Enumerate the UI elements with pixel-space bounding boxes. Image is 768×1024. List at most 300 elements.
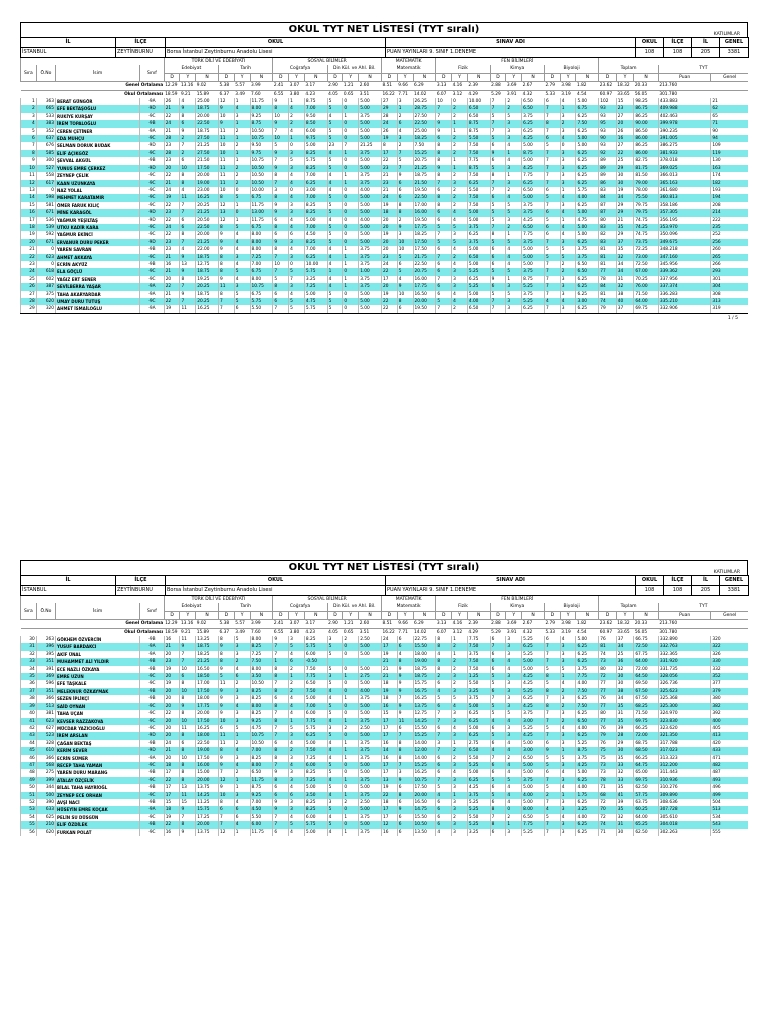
cell-value: 358.186 [658,202,711,209]
cell-value: 9 [219,231,235,238]
cell-value: 20 [164,651,180,658]
table-row [21,239,749,246]
average-value [711,620,748,628]
cell-value: 9.50 [304,113,327,120]
cell-value: 0 [343,688,359,695]
cell-value: 5 [234,291,250,298]
cell-ono: 366 [36,755,55,762]
cell-class: -9C [140,231,165,238]
average-value: 4.16 [452,82,468,90]
cell-value: 7 [544,172,560,179]
cell-class: -9B [140,769,165,776]
cell-value: 3.75 [576,254,599,261]
cell-value: 4 [397,276,413,283]
cell-value: 11 [180,305,196,312]
average-value: 3.91 [506,90,522,98]
page-title: OKUL TYT NET LİSTESİ (TYT sıralı) [20,560,748,575]
cell-value: 5.00 [359,806,382,813]
cell-value: 38 [616,688,634,695]
cell-value: 3 [560,806,576,813]
cell-value: 79.75 [634,202,659,209]
cell-value: 9 [219,755,235,762]
cell-value: 3 [289,209,305,216]
cell-value: 34 [616,261,634,268]
cell-ono: 539 [36,224,55,231]
dyn-header: D [327,611,343,619]
cell-value: 8 [436,157,452,164]
cell-value: 3.00 [304,187,327,194]
cell-value: 8 [180,276,196,283]
table-row [21,305,749,312]
cell-value: 339.362 [658,268,711,275]
cell-value: 382 [711,703,748,710]
cell-value: 1 [234,157,250,164]
cell-sira: 9 [21,157,37,164]
cell-value: 35 [616,784,634,791]
average-row [21,628,749,636]
average-value: 13.16 [180,620,196,628]
cell-value: 6.00 [304,814,327,821]
cell-value: 5 [490,239,506,246]
cell-value: 25.00 [413,128,436,135]
cell-value: 7.50 [467,194,490,201]
cell-value: 64.00 [634,658,659,665]
average-value: 5.29 [490,628,506,636]
cell-value: 2 [560,268,576,275]
average-label: Genel Ortalama [21,620,165,628]
cell-value: 7.50 [467,202,490,209]
cell-value: 5.00 [359,105,382,112]
cell-value: 5.00 [359,769,382,776]
cell-value: 8 [273,718,289,725]
cell-value: 6 [490,799,506,806]
cell-value: 5.75 [304,157,327,164]
cell-class: -9C [140,762,165,769]
cell-value: 36 [616,658,634,665]
cell-class: -9A [140,291,165,298]
cell-value: 9.50 [250,142,273,149]
cell-value: 6.50 [467,747,490,754]
cell-value: 3.50 [304,792,327,799]
cell-value: 62.50 [634,784,659,791]
cell-value: 10 [273,113,289,120]
average-value: 12.29 [164,82,180,90]
cell-value: 2 [289,113,305,120]
cell-value: 10 [397,246,413,253]
average-value: 3.80 [289,90,305,98]
cell-value: 324.970 [658,710,711,717]
subject-header: Matematik [381,603,435,611]
average-value: 2.41 [273,82,289,90]
cell-value: 20 [381,283,397,290]
cell-value: 3.75 [522,113,545,120]
cell-value: 8.75 [522,150,545,157]
cell-value: 7 [544,180,560,187]
average-value: 2.39 [467,82,490,90]
cell-value: 3.50 [250,673,273,680]
cell-value: 6.50 [522,755,545,762]
cell-value: 1 [289,673,305,680]
cell-value: 31 [616,276,634,283]
cell-value: 5.00 [576,209,599,216]
cell-value: 4 [560,680,576,687]
cell-value: 17 [381,732,397,739]
dyn-header: D [490,73,506,81]
cell-value: 7 [544,695,560,702]
cell-value: 3 [289,254,305,261]
subject-header: Din Kül. ve Ahl. Bil. [327,603,381,611]
cell-class: -9C [140,718,165,725]
cell-value: 2 [234,165,250,172]
cell-value: 8 [180,732,196,739]
cell-value: 29 [616,165,634,172]
cell-value: 6 [490,283,506,290]
dyn-header: N [413,611,436,619]
cell-value: 6 [289,658,305,665]
cell-value: 5.00 [359,209,382,216]
subject-header: Kimya [490,603,544,611]
cell-value: 3 [506,732,522,739]
cell-value: 7 [544,718,560,725]
cell-value: 6 [273,695,289,702]
cell-value: 5 [327,165,343,172]
cell-value: 8 [180,710,196,717]
info-count-ilce: 108 [664,586,692,596]
cell-value: 1 [343,113,359,120]
cell-value: 6 [180,224,196,231]
cell-value: 8.00 [250,276,273,283]
cell-value: 8 [180,695,196,702]
cell-value: 6 [273,298,289,305]
cell-value: 28 [381,113,397,120]
cell-value: 9.25 [250,792,273,799]
average-value: 9.66 [397,82,413,90]
cell-value: 7.50 [304,747,327,754]
cell-value: 6 [234,806,250,813]
cell-value: 3 [234,643,250,650]
cell-value: 7 [273,128,289,135]
cell-sira: 22 [21,254,37,261]
cell-value: 10 [180,718,196,725]
cell-value: 8.75 [522,276,545,283]
cell-value: 75 [599,747,617,754]
cell-value: 409.988 [658,105,711,112]
cell-value: 3.75 [522,291,545,298]
cell-value: 3 [289,799,305,806]
cell-value: 8 [219,254,235,261]
cell-value: 21.25 [413,165,436,172]
cell-value: 3.75 [359,777,382,784]
cell-value: 5.00 [359,643,382,650]
cell-value: 4 [560,769,576,776]
header-subjects-row [21,65,749,73]
cell-value: 9 [490,150,506,157]
cell-value: 79 [599,305,617,312]
cell-value: 5.00 [522,194,545,201]
cell-value: 2 [506,98,522,105]
cell-value: 23 [381,180,397,187]
cell-value: 4 [560,298,576,305]
cell-value: 7 [219,769,235,776]
cell-value: 35 [616,755,634,762]
cell-value: 9 [397,666,413,673]
cell-value: 5.00 [359,732,382,739]
cell-value: 3.75 [522,268,545,275]
cell-value: 5.00 [359,680,382,687]
cell-value: 6 [436,246,452,253]
cell-value: 20 [381,246,397,253]
cell-sira: 11 [21,172,37,179]
cell-value: 5 [490,703,506,710]
cell-value: 1 [343,283,359,290]
cell-value: 0 [289,142,305,149]
average-value: 4.54 [576,628,599,636]
cell-value: 3 [506,120,522,127]
cell-value: 7 [219,305,235,312]
cell-value: 8.25 [304,239,327,246]
cell-value: 18 [164,762,180,769]
cell-value: 0 [343,231,359,238]
cell-value: 5.75 [304,643,327,650]
average-value: 7.60 [250,628,273,636]
dyn-header: D [273,73,289,81]
table-row [21,142,749,149]
table-row [21,673,749,680]
cell-sira: 49 [21,777,37,784]
cell-value: 8 [490,806,506,813]
cell-value: 87 [599,209,617,216]
average-value: 5.57 [234,82,250,90]
cell-value: 16.25 [196,305,219,312]
cell-value: 3.75 [359,695,382,702]
cell-value: 7 [273,821,289,828]
cell-value: 19 [381,784,397,791]
dyn-header: N [522,611,545,619]
cell-value: 350.096 [658,231,711,238]
cell-ono: 399 [36,777,55,784]
cell-value: 402.463 [658,113,711,120]
cell-value: 4 [452,703,468,710]
cell-value: 312.200 [658,762,711,769]
cell-value: 6.50 [522,187,545,194]
cell-value: 8 [273,194,289,201]
cell-value: 5.00 [359,821,382,828]
cell-value: 3 [289,806,305,813]
cell-value: 3 [452,777,468,784]
cell-value: 0 [343,217,359,224]
cell-value: 3.75 [359,740,382,747]
cell-value: 4 [234,821,250,828]
cell-value: 4 [327,180,343,187]
cell-value: 84 [599,194,617,201]
cell-value: 5.00 [576,231,599,238]
cell-value: 7 [544,658,560,665]
cell-value: 15 [616,98,634,105]
cell-value: 23 [164,142,180,149]
cell-value: 14.25 [196,792,219,799]
cell-value: 109 [711,142,748,149]
cell-value: 84 [599,283,617,290]
info-il: İSTANBUL [21,48,116,58]
table-row [21,695,749,702]
cell-value: 6 [490,246,506,253]
dyn-header: Y [616,73,634,81]
cell-value: 21 [711,98,748,105]
average-value: 5.29 [490,90,506,98]
cell-name: YAĞMUR EKİNCİ [56,231,140,238]
cell-value: 4 [506,769,522,776]
cell-value: 26 [381,128,397,135]
cell-value: 6.25 [576,113,599,120]
cell-value: 5.00 [359,784,382,791]
cell-sira: 17 [21,217,37,224]
cell-value: 6 [436,762,452,769]
cell-value: 3.75 [522,710,545,717]
cell-value: 15.00 [196,769,219,776]
cell-value: 0 [234,209,250,216]
cell-value: 16.00 [413,276,436,283]
cell-value: 18.25 [413,231,436,238]
cell-value: 15.25 [413,732,436,739]
cell-value: 4 [327,113,343,120]
subject-header: Edebiyat [164,65,218,73]
average-value: 2.67 [522,82,545,90]
cell-value: 1 [452,128,468,135]
cell-value: 6 [436,217,452,224]
cell-value: 1 [234,135,250,142]
cell-ono: 0 [36,187,55,194]
table-row [21,747,749,754]
average-value: 3.91 [506,628,522,636]
cell-value: 74.75 [634,231,659,238]
cell-value: 5.00 [359,231,382,238]
cell-value: 4 [452,769,468,776]
cell-value: 5.00 [359,666,382,673]
cell-value: 1 [234,777,250,784]
cell-value: 9 [180,105,196,112]
cell-value: 3 [560,283,576,290]
cell-value: 6 [490,636,506,643]
cell-value: 8 [273,747,289,754]
cell-value: 6 [544,231,560,238]
cell-name: ZEYNEP ÇELİK [56,172,140,179]
cell-name: YAĞIZ ERT SENER [56,276,140,283]
cell-ono: 500 [36,792,55,799]
cell-value: 8.00 [250,246,273,253]
info-table [20,575,749,596]
cell-value: 2 [452,814,468,821]
cell-value: 6 [490,194,506,201]
info-header: GENEL [720,38,749,48]
cell-value: 5.00 [522,261,545,268]
cell-value: 90 [711,128,748,135]
cell-value: 90 [599,135,617,142]
cell-value: 8.75 [576,747,599,754]
cell-value: 20.00 [196,821,219,828]
average-value: 4.05 [327,628,343,636]
cell-value: 2 [452,113,468,120]
cell-value: 20 [616,120,634,127]
cell-value: 2 [397,217,413,224]
cell-value: 4 [560,98,576,105]
cell-value: 7 [436,732,452,739]
cell-value: 20.00 [196,777,219,784]
cell-value: 34 [616,268,634,275]
subject-header: Tarih [219,65,273,73]
cell-value: 3.75 [359,792,382,799]
cell-name: MUHAMMET ALİ YILDIR [56,658,140,665]
cell-value: 6 [289,792,305,799]
cell-ono: 387 [36,283,55,290]
cell-value: 77 [599,688,617,695]
cell-value: 66.25 [634,755,659,762]
cell-value: 17.50 [413,246,436,253]
cell-value: 4 [234,239,250,246]
cell-value: 6 [397,187,413,194]
cell-value: 11 [219,740,235,747]
cell-value: 17 [381,806,397,813]
cell-value: 5.00 [304,217,327,224]
cell-ono: 623 [36,718,55,725]
cell-class: -9A [140,128,165,135]
subject-header: Toplam [599,65,659,73]
cell-sira: 15 [21,202,37,209]
cell-value: 8.75 [304,98,327,105]
cell-value: 5.25 [522,651,545,658]
cell-value: 3 [289,777,305,784]
cell-value: 5.00 [359,128,382,135]
cell-value [359,658,382,665]
cell-value: 8.00 [250,636,273,643]
cell-value: 75 [599,755,617,762]
cell-value: 6.25 [576,799,599,806]
cell-value: 4.00 [467,298,490,305]
table-row [21,172,749,179]
cell-value: 7 [180,651,196,658]
cell-value: 5.25 [522,688,545,695]
cell-value: 17.00 [413,202,436,209]
cell-value: 8 [219,291,235,298]
cell-value: 3 [327,673,343,680]
table-row [21,740,749,747]
dyn-header: Y [560,73,576,81]
cell-value: 6 [490,784,506,791]
table-row [21,120,749,127]
cell-value: 6 [273,217,289,224]
average-value: 5.57 [234,620,250,628]
cell-value: 9 [397,680,413,687]
cell-value: 3 [560,651,576,658]
cell-value: 17 [164,784,180,791]
cell-value: 71.50 [634,710,659,717]
cell-value: 8 [544,703,560,710]
cell-value: 4 [506,799,522,806]
cell-value: 10.50 [250,128,273,135]
cell-value: 4.00 [522,792,545,799]
cell-value: 32 [616,283,634,290]
cell-value: 319 [711,305,748,312]
cell-value: 4 [436,651,452,658]
cell-value: 23 [164,658,180,665]
cell-value: 3 [234,688,250,695]
cell-value: 33 [616,777,634,784]
cell-value: 18.50 [196,673,219,680]
cell-value: 5 [506,777,522,784]
info-header: İLÇE [116,38,166,48]
cell-value: 7 [436,105,452,112]
cell-value: 98.25 [634,98,659,105]
cell-value: 7 [490,224,506,231]
